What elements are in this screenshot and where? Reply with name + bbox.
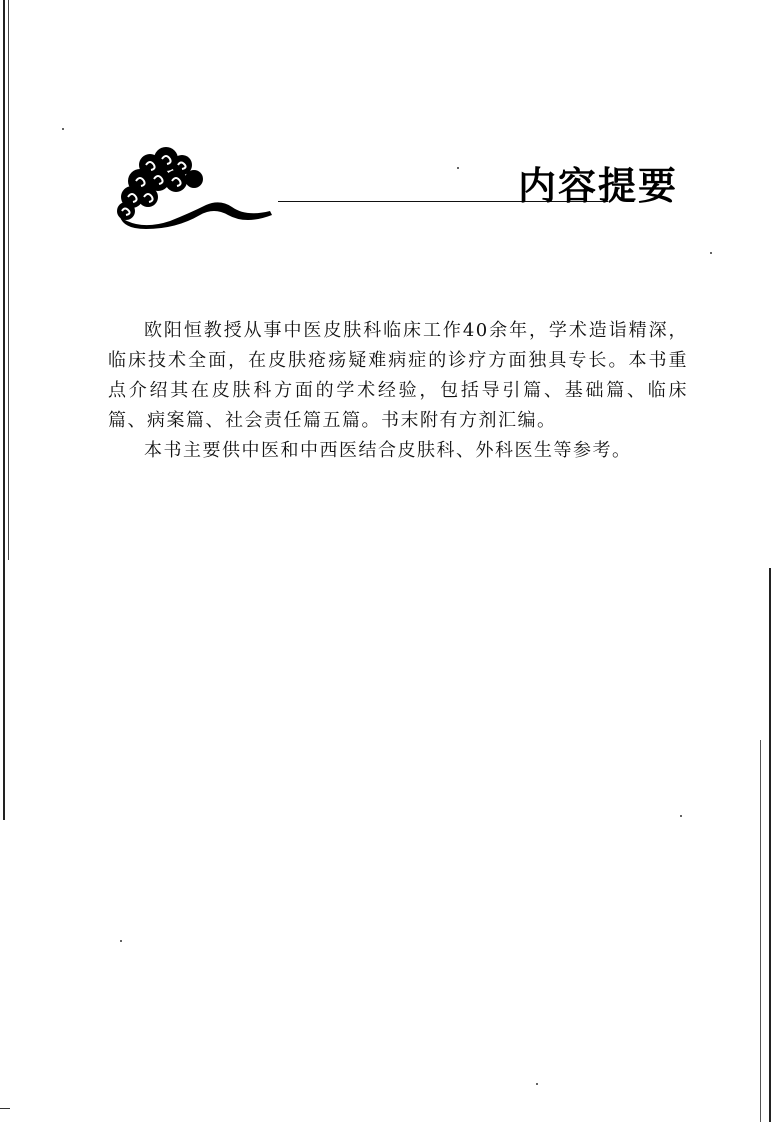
auspicious-cloud-icon (110, 145, 280, 231)
scan-speck (536, 1083, 538, 1085)
scan-speck (710, 252, 712, 254)
scan-speck (680, 815, 682, 817)
section-title: 内容提要 (518, 164, 679, 208)
scan-edge-left (3, 0, 5, 820)
scan-speck (120, 940, 122, 942)
summary-text (108, 316, 688, 466)
scan-tick-mark (0, 1108, 10, 1109)
scan-edge-right-inner (760, 740, 761, 1122)
scan-edge-left-inner (8, 0, 9, 560)
scan-speck (62, 128, 64, 130)
scan-edge-right (769, 568, 771, 1122)
section-header (110, 145, 690, 235)
summary-paragraph: 本书主要供中医和中西医结合皮肤科、外科医生等参考。 (144, 440, 632, 461)
summary-paragraph: 欧阳恒教授从事中医皮肤科临床工作40余年，学术造诣精深，临床技术全面，在皮肤疮疡疑难病症的诊疗方面独具专长。本书重点介绍其在皮肤科方面的学术经验，包括导引篇、基础篇、临床篇、病案篇、社会责任篇五篇。书末附有方剂汇编。 (108, 320, 688, 431)
